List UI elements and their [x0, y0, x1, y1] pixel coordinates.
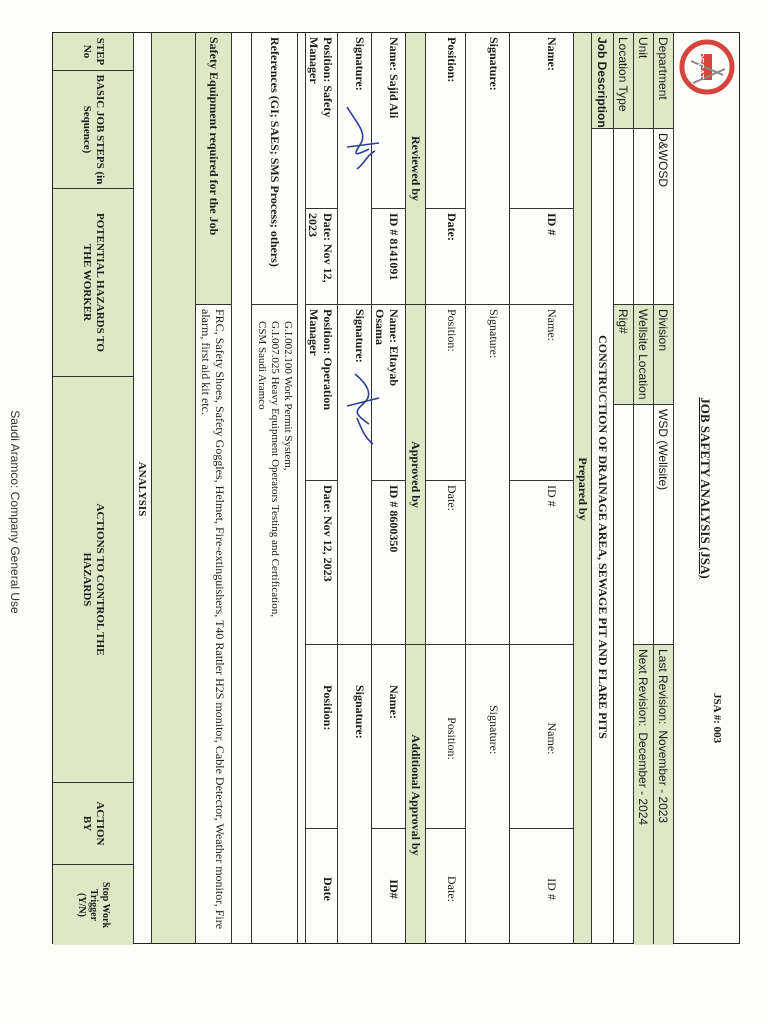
prepared-id-label-3: ID #: [545, 878, 559, 900]
blank-band-row: [151, 33, 195, 943]
prepared-by-position-row: [425, 33, 465, 943]
prepared-id-label-1: ID #: [545, 213, 559, 236]
location-type-label: Location Type: [616, 37, 631, 112]
approver-signature-label: Signature:: [353, 309, 367, 363]
reviewer-position: Position: Safety Manager: [307, 37, 335, 118]
col-potential-hazards: POTENTIAL HAZARDS TO THE WORKER: [81, 213, 106, 352]
job-description-row: [591, 33, 613, 943]
analysis-heading: ANALYSIS: [136, 461, 149, 517]
spacer-row-2: [231, 33, 251, 943]
additional-id-label: ID#: [387, 879, 401, 899]
wellsite-location-label: Wellsite Location: [636, 309, 651, 400]
prepared-position-label-3: Position:: [445, 717, 459, 760]
review-position-row: [305, 33, 337, 943]
review-heading-row: [405, 33, 425, 943]
title-row: [673, 33, 739, 943]
prepared-by-signature-row: [465, 33, 509, 943]
page-title: JOB SAFETY ANALYSIS (JSA): [698, 397, 713, 579]
rig-label: Rig#: [616, 309, 631, 334]
job-description-value: CONSTRUCTION OF DRAINAGE AREA, SEWAGE PIT AND FLARE PITS: [596, 335, 610, 739]
prepared-by-name-row: [509, 33, 573, 943]
job-description-label: Job Description: [595, 37, 610, 128]
approver-signature-image: [343, 368, 385, 448]
safety-equipment-label: Safety Equipment required for the Job: [207, 37, 221, 236]
reference-line-1: G.I.002.100 Work Permit System,: [282, 321, 294, 471]
reviewer-date: Date: Nov 12, 2023: [306, 213, 335, 283]
safety-equipment-row: [195, 33, 231, 943]
additional-name-label: Name:: [387, 685, 401, 719]
jsa-form-frame: [52, 32, 740, 944]
department-value: D&WOSD: [656, 133, 671, 187]
additional-signature-label: Signature:: [353, 685, 367, 739]
reference-line-3: CSM Saudi Aramco: [256, 321, 268, 410]
reference-line-2: G.I.007.025 Heavy Equipment Operators Testing and Certification,: [269, 321, 281, 617]
prepared-by-heading: Prepared by: [576, 457, 590, 521]
prepared-name-label-1: Name:: [545, 37, 559, 71]
division-label: Division: [656, 309, 671, 352]
reviewer-signature-label: Signature:: [353, 37, 367, 91]
jsa-number: JSA #: 003: [711, 693, 723, 744]
references-label: References (GI; SAES; SMS Process; others): [268, 37, 282, 267]
additional-approval-heading: Additional Approval by: [409, 734, 423, 856]
prepared-signature-label-3: Signature:: [487, 705, 501, 755]
reviewed-by-heading: Reviewed by: [409, 136, 423, 201]
last-revision-label: Last Revision:: [656, 649, 671, 725]
unit-label: Unit: [636, 37, 651, 59]
location-type-row: [613, 33, 633, 943]
prepared-by-heading-row: [573, 33, 591, 943]
analysis-header-row: [53, 33, 133, 943]
col-stop-work-trigger: Stop Work Trigger (Y/N): [76, 881, 111, 929]
approver-position: Position: Operation Manager: [307, 309, 335, 410]
division-value: WSD (Wellsite): [656, 409, 671, 491]
department-label: Department: [656, 37, 671, 100]
prepared-position-label-1: Position:: [445, 37, 459, 83]
prepared-name-label-3: Name:: [545, 722, 559, 755]
approver-id: ID # 8600350: [387, 485, 401, 553]
col-actions-to-control: ACTIONS TO CONTROL THE HAZARDS: [81, 503, 106, 656]
additional-date-label: Date: [321, 877, 335, 901]
reviewer-signature-image: [339, 103, 387, 173]
approver-name: Name: Eltayab Osama: [373, 309, 401, 386]
company-use-note: Saudi Aramco: Company General Use: [8, 410, 22, 614]
reviewer-name: Name: Sajid Ali: [387, 37, 401, 119]
col-step-no: STEP No: [81, 37, 106, 66]
prepared-signature-label-1: Signature:: [487, 37, 501, 91]
col-basic-job-steps: BASIC JOB STEPS (in Sequence): [81, 74, 106, 185]
prepared-date-label-3: Date:: [445, 876, 459, 902]
prepared-date-label-2: Date:: [445, 485, 459, 511]
next-revision-label: Next Revision:: [636, 649, 651, 727]
department-row: [653, 33, 673, 943]
review-signature-row: [337, 33, 371, 943]
spacer-row-1: [297, 33, 305, 943]
prepared-name-label-2: Name:: [545, 309, 559, 341]
last-revision-value: November - 2023: [656, 730, 671, 824]
prepared-date-label-1: Date:: [445, 213, 459, 241]
analysis-heading-row: [133, 33, 151, 943]
references-row: [251, 33, 297, 943]
logo-text: DECAT: [696, 52, 705, 79]
prepared-signature-label-2: Signature:: [487, 309, 501, 359]
approver-date: Date: Nov 12, 2023: [321, 485, 335, 582]
approved-by-heading: Approved by: [409, 441, 423, 508]
prepared-id-label-2: ID #: [545, 485, 559, 507]
prepared-position-label-2: Position:: [445, 309, 459, 352]
next-revision-value: December - 2024: [636, 732, 651, 826]
col-action-by: ACTION BY: [81, 801, 106, 846]
unit-row: [633, 33, 653, 943]
additional-position-label: Position:: [321, 685, 335, 731]
safety-equipment-value: FRC, Safety Shoes, Safety Goggles, Helmet, Fire-extinguishers, T40 Rattler H2S monitor, Cable Detector, Weather monitor, Fire alarm, first aid kit etc.: [199, 309, 228, 930]
reviewer-id: ID # 8141091: [387, 213, 401, 281]
